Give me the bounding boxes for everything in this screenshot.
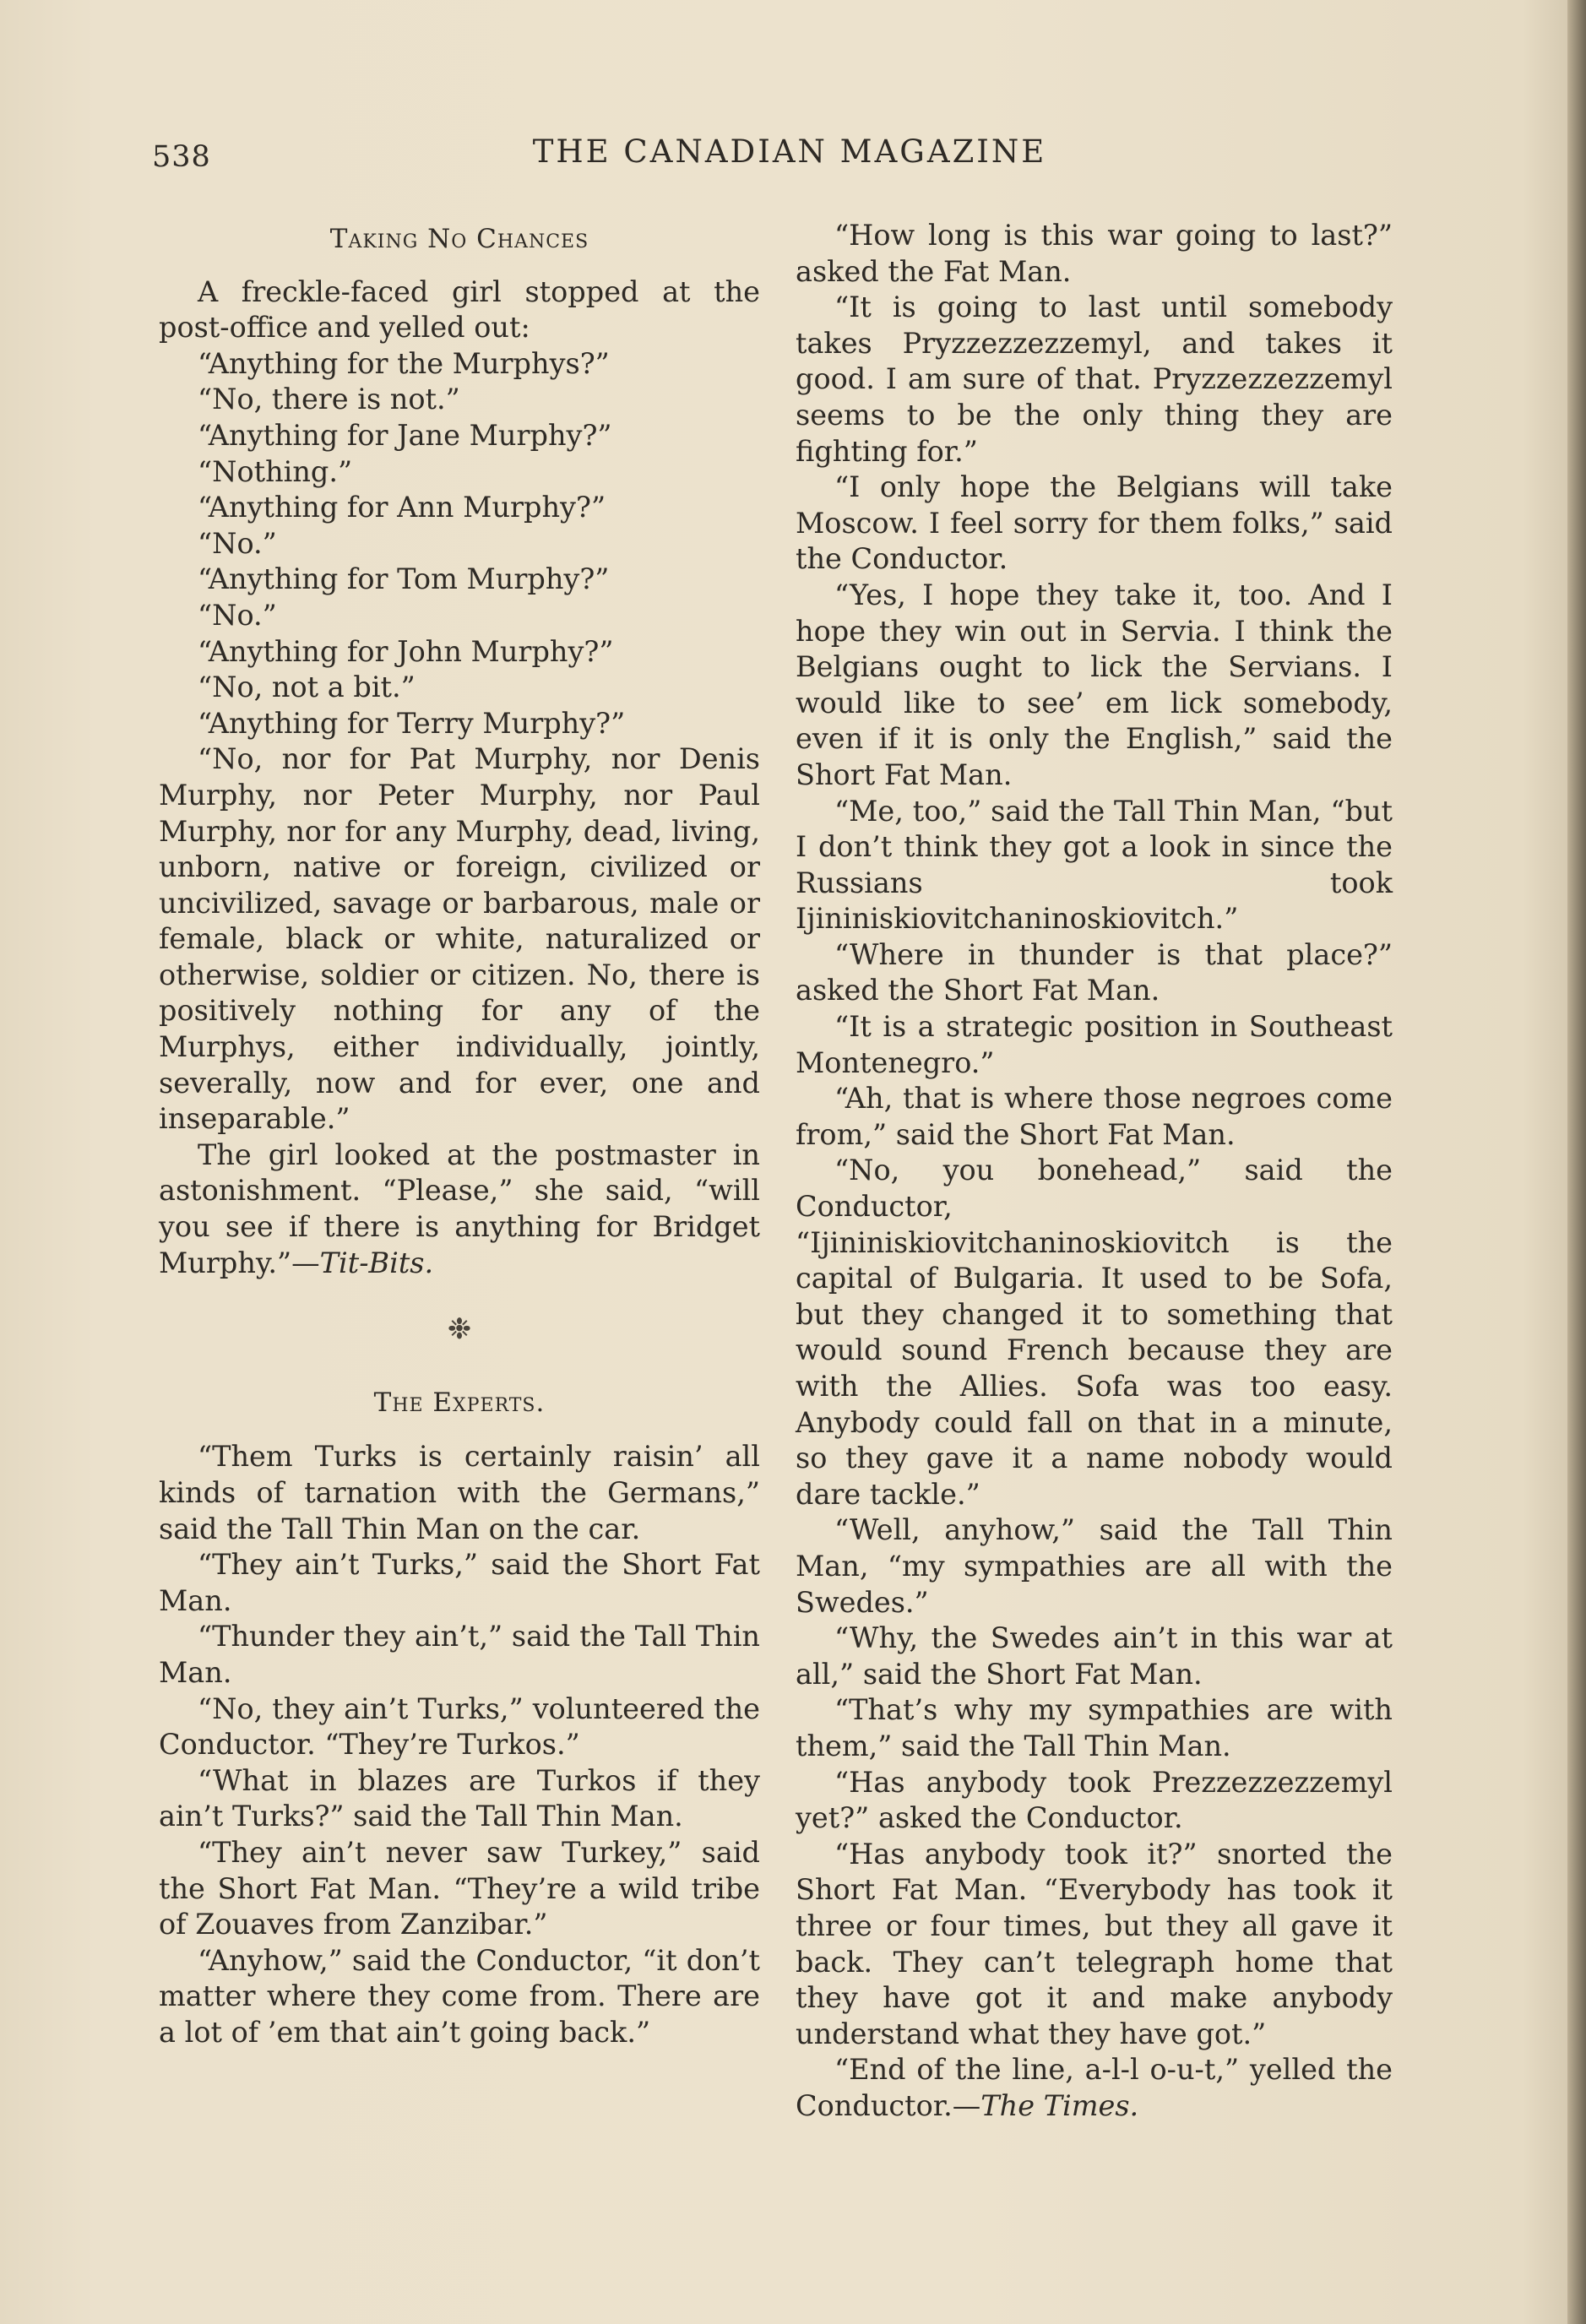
right-column <box>796 218 1393 2124</box>
article2-paragraph: “No, they ain’t Turks,” volunteered the Conductor. “They’re Turkos.” <box>159 1691 760 1762</box>
article2-paragraph: “Well, anyhow,” said the Tall Thin Man, “my sympathies are all with the Swedes.” <box>796 1513 1393 1619</box>
article2-source: The Times. <box>980 2088 1139 2122</box>
article2-paragraph: “Yes, I hope they take it, too. And I hope they win out in Servia. I think the Belgians ought to lick the Servians. I would like to see’ em lick somebody, even if it is only the English,” said the Short Fat Man. <box>796 578 1393 791</box>
page-spine-shadow <box>1567 0 1586 2324</box>
article2-paragraph: “I only hope the Belgians will take Moscow. I feel sorry for them folks,” said the Conductor. <box>796 470 1393 576</box>
article2-closing <box>796 2052 1393 2124</box>
article1-paragraph: “No, not a bit.” <box>198 671 416 704</box>
article1-paragraph: A freckle-faced girl stopped at the post-office and yelled out: <box>159 274 760 345</box>
article1-paragraph: “Anything for John Murphy?” <box>198 634 614 668</box>
article1-paragraph: “No, there is not.” <box>198 383 460 416</box>
article2-paragraph: “Ah, that is where those negroes come from,” said the Short Fat Man. <box>796 1082 1393 1151</box>
article2-paragraph: “No, you bonehead,” said the Conductor, “Ijininiskiovitchaninoskiovitch is the capital of Bulgaria. It used to be Sofa, but they changed it to something that would sound French because they are with the Allies. Sofa was too easy. Anybody could fall on that in a minute, so they gave it a name nobody would dare tackle.” <box>796 1154 1393 1511</box>
article1-paragraph: “Anything for Jane Murphy?” <box>198 418 612 452</box>
article1-closing-text: The girl looked at the postmaster in astonishment. “Please,” she said, “will you see if there is anything for Bridget Murphy.”— <box>159 1138 760 1279</box>
article1-paragraph: “No.” <box>198 526 277 560</box>
page-number: 538 <box>152 140 211 174</box>
article1-source: Tit-Bits. <box>319 1246 434 1279</box>
article2-paragraph: “Them Turks is certainly raisin’ all kinds of tarnation with the Germans,” said the Tall Thin Man on the car. <box>159 1440 760 1545</box>
article1-paragraph: “Anything for Terry Murphy?” <box>198 706 626 740</box>
article1-paragraph: “No, nor for Pat Murphy, nor Denis Murphy, nor Peter Murphy, nor Paul Murphy, nor for any Murphy, dead, living, unborn, native or foreign, civilized or uncivilized, savage or barbarous, male or female, black or white, naturalized or otherwise, soldier or citizen. No, there is positively nothing for any of the Murphys, either individually, jointly, severally, now and for ever, one and inseparable.” <box>159 742 760 1136</box>
article2-paragraph: “Where in thunder is that place?” asked the Short Fat Man. <box>796 937 1393 1007</box>
article1-paragraph: “Anything for the Murphys?” <box>198 346 610 380</box>
page-header <box>152 133 1393 184</box>
article1-closing <box>159 1138 760 1281</box>
article2-paragraph: “Thunder they ain’t,” said the Tall Thin Man. <box>159 1620 760 1689</box>
article-title-taking-no-chances: Taking No Chances <box>329 224 589 254</box>
article1-paragraph: “No.” <box>198 598 277 632</box>
left-column <box>159 218 760 2051</box>
article2-paragraph: “How long is this war going to last?” asked the Fat Man. <box>796 219 1393 288</box>
article2-closing-text: “End of the line, a-l-l o-u-t,” yelled the Conductor.— <box>796 2053 1393 2122</box>
article2-paragraph: “Why, the Swedes ain’t in this war at all,” said the Short Fat Man. <box>796 1621 1393 1691</box>
section-ornament: ❉ <box>447 1312 472 1347</box>
article2-paragraph: “What in blazes are Turkos if they ain’t Turks?” said the Tall Thin Man. <box>159 1763 760 1833</box>
article1-paragraph: “Anything for Ann Murphy?” <box>198 491 606 524</box>
magazine-title: THE CANADIAN MAGAZINE <box>532 133 1047 170</box>
article2-paragraph: “Has anybody took it?” snorted the Short Fat Man. “Everybody has took it three or four times, but they all gave it back. They can’t telegraph home that they have got it and make anybody understand what they have got.” <box>796 1837 1393 2050</box>
article1-paragraph: “Anything for Tom Murphy?” <box>198 562 610 596</box>
article2-paragraph: “Me, too,” said the Tall Thin Man, “but I don’t think they got a look in since the Russians took Ijininiskiovitchaninoskiovitch.” <box>796 794 1393 936</box>
article2-paragraph: “That’s why my sympathies are with them,” said the Tall Thin Man. <box>796 1693 1393 1762</box>
article2-paragraph: “It is going to last until somebody takes Pryzzezzezzemyl, and takes it good. I am sure of that. Pryzzezzezzemyl seems to be the only thing they are fighting for.” <box>796 290 1393 468</box>
article2-paragraph: “It is a strategic position in Southeast Montenegro.” <box>796 1010 1393 1079</box>
article2-paragraph: “They ain’t Turks,” said the Short Fat Man. <box>159 1548 760 1617</box>
article2-paragraph: “They ain’t never saw Turkey,” said the Short Fat Man. “They’re a wild tribe of Zouaves from Zanzibar.” <box>159 1835 760 1941</box>
article2-paragraph: “Has anybody took Prezzezzezzemyl yet?” asked the Conductor. <box>796 1765 1393 1835</box>
article1-paragraph: “Nothing.” <box>198 454 353 488</box>
article-title-the-experts: The Experts. <box>373 1387 546 1418</box>
article2-paragraph: “Anyhow,” said the Conductor, “it don’t matter where they come from. There are a lot of ’em that ain’t going back.” <box>159 1943 760 2049</box>
